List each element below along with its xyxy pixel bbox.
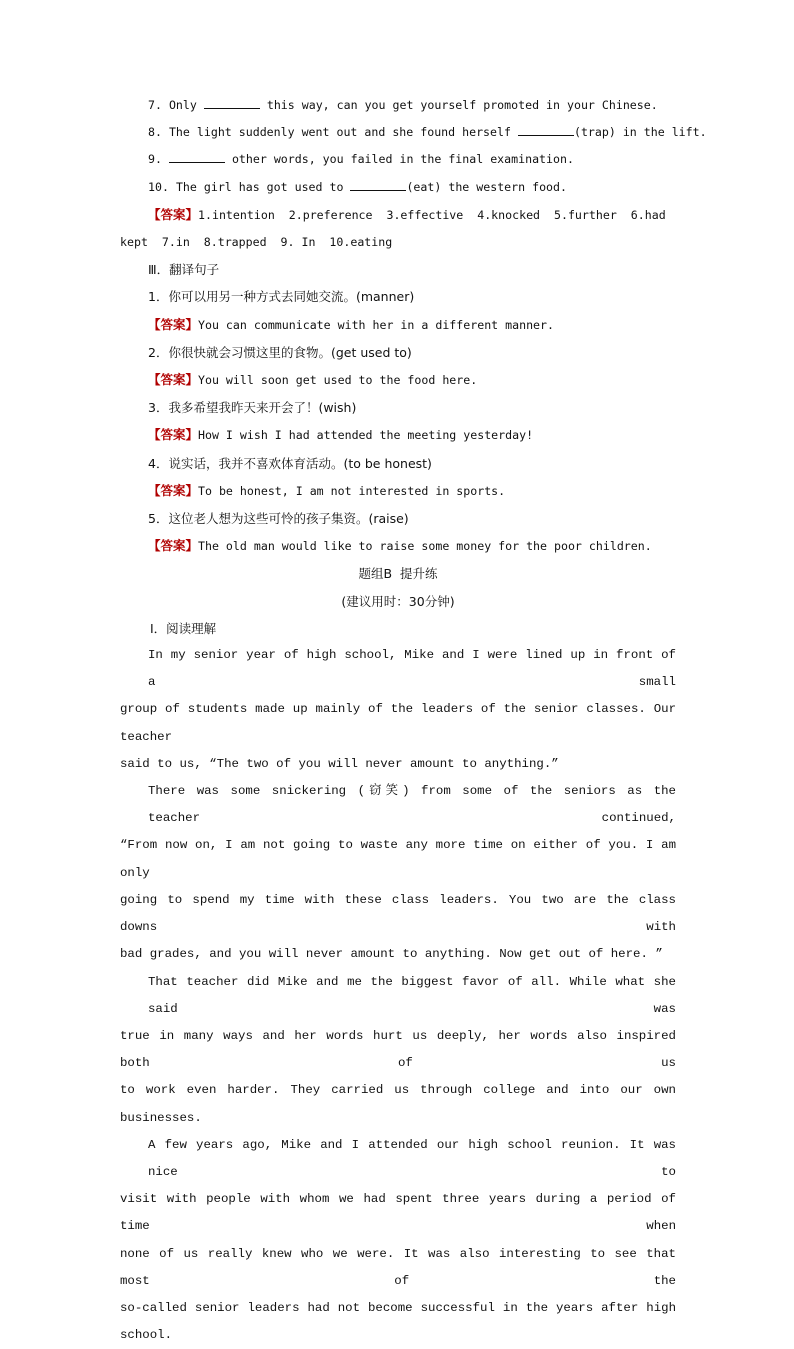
passage-line: bad grades, and you will never amount to anything. Now get out of here. ” [120,947,663,962]
translation-question: 4．说实话，我并不喜欢体育活动。(to be honest) [148,455,432,471]
group-title: 题组B 提升练 [358,566,438,582]
translation-question: 3．我多希望我昨天来开会了！(wish) [148,400,357,416]
passage-line: going to spend my time with these class leaders. You two are the class downs with [120,892,676,935]
document-page [120,92,707,1349]
exercise-number: 7. [148,98,162,112]
translation-question: 2．你很快就会习惯这里的食物。(get used to) [148,344,412,360]
exercise-text: Only [168,98,197,112]
answer-text: kept 7.in 8.trapped 9. In 10.eating [120,235,393,250]
passage-line: “From now on, I am not going to waste any more time on either of you. I am only [120,838,676,880]
answer-tag: 【答案】 [148,427,199,443]
passage-line: so-called senior leaders had not become successful in the years after high school. [120,1300,676,1343]
translation-answer [120,532,676,560]
answer-text: You will soon get used to the food here. [198,373,478,388]
answer-tag: 【答案】 [148,206,199,222]
exercise-text: other words, you failed in the final examination. [231,152,574,167]
answer-blank[interactable] [169,152,225,163]
exercise-text: The light suddenly went out and she found herself [168,125,511,140]
passage-line: There was some snickering (窃笑) from some of the seniors as the teacher continued, [148,784,676,826]
exercise-number: 8. [148,125,162,140]
answer-text: How I wish I had attended the meeting yesterday! [198,428,534,443]
translation-answer [120,366,676,394]
passage-line: true in many ways and her words hurt us deeply, her words also inspired both of us [120,1028,676,1071]
exercise-7 [120,92,676,119]
translation-answer [120,311,676,339]
answer-text: 1.intention 2.preference 3.effective 4.knocked 5.further 6.had [198,207,666,222]
exercise-text: this way, can you get yourself promoted in your Chinese. [266,98,658,112]
translation-question: 5．这位老人想为这些可怜的孩子集资。(raise) [148,511,409,527]
reading-section-title: Ⅰ．阅读理解 [150,620,217,636]
answer-text: The old man would like to raise some money for the poor children. [198,539,652,554]
answer-blank[interactable] [350,180,406,191]
answers-line-continued [120,229,676,256]
answer-tag: 【答案】 [148,372,199,388]
exercise-9 [120,146,676,173]
answer-blank[interactable] [204,98,260,109]
exercise-text: (trap) in the lift. [573,125,707,140]
time-hint: (建议用时：30分钟) [341,593,455,609]
exercise-number: 10. [148,179,169,194]
passage-line: In my senior year of high school, Mike and I were lined up in front of a small [148,648,676,690]
answer-text: To be honest, I am not interested in sports. [198,483,506,498]
answer-tag: 【答案】 [148,482,199,498]
passage-line: That teacher did Mike and me the biggest favor of all. While what she said was [148,974,676,1016]
translation-answer [120,477,676,505]
exercise-number: 9. [148,152,162,167]
exercise-text: The girl has got used to [175,179,344,194]
translation-question: 1．你可以用另一种方式去同她交流。(manner) [148,289,415,305]
section-title: Ⅲ．翻译句子 [148,262,220,278]
reading-passage [120,642,676,1349]
exercise-text: (eat) the western food. [406,179,567,194]
answer-blank[interactable] [518,125,574,136]
passage-line: visit with people with whom we had spent three years during a period of time when [120,1192,676,1234]
passage-line: to work even harder. They carried us through college and into our own businesses. [120,1083,676,1125]
exercise-10 [120,174,676,201]
answers-line [120,201,676,229]
translation-answer [120,421,676,449]
answer-tag: 【答案】 [148,316,199,332]
passage-line: none of us really knew who we were. It was also interesting to see that most of the [120,1246,676,1288]
passage-line: group of students made up mainly of the leaders of the senior classes. Our teacher [120,702,676,744]
exercise-8 [120,119,707,146]
answer-text: You can communicate with her in a different manner. [198,317,554,332]
answer-tag: 【答案】 [148,538,199,554]
passage-line: A few years ago, Mike and I attended our high school reunion. It was nice to [148,1137,676,1179]
passage-line: said to us, “The two of you will never amount to anything.” [120,756,559,771]
